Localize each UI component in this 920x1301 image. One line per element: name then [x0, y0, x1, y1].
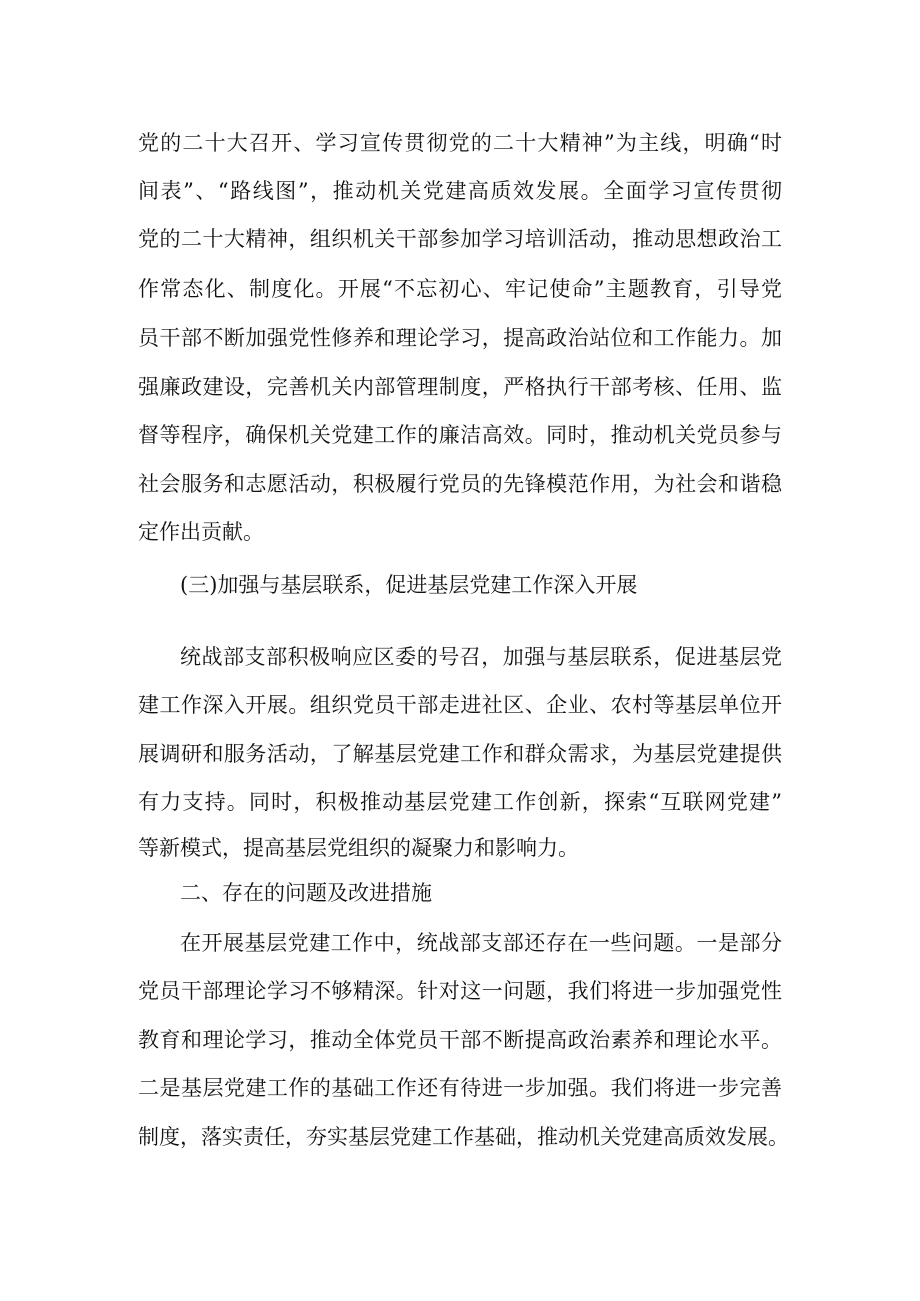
- paragraph-line: 有力支持。同时，积极推动基层党建工作创新，探索“互联网党建”: [138, 790, 782, 814]
- paragraph-line: 教育和理论学习，推动全体党员干部不断提高政治素养和理论水平。: [138, 1028, 782, 1052]
- paragraph-line: 二是基层党建工作的基础工作还有待进一步加强。我们将进一步完善: [138, 1076, 782, 1100]
- paragraph-line: 员干部不断加强党性修养和理论学习，提高政治站位和工作能力。加: [138, 326, 782, 350]
- paragraph-line: 间表”、“路线图”，推动机关党建高质效发展。全面学习宣传贯彻: [138, 179, 782, 203]
- section-3-heading: (三)加强与基层联系，促进基层党建工作深入开展: [180, 573, 638, 597]
- paragraph-line: 社会服务和志愿活动，积极履行党员的先锋模范作用，为社会和谐稳: [138, 472, 782, 496]
- paragraph-line: 作常态化、制度化。开展“不忘初心、牢记使命”主题教育，引导党: [138, 277, 782, 301]
- paragraph-line: 统战部支部积极响应区委的号召，加强与基层联系，促进基层党: [180, 645, 782, 669]
- paragraph-line: 强廉政建设，完善机关内部管理制度，严格执行干部考核、任用、监: [138, 375, 782, 399]
- paragraph-line: 等新模式，提高基层党组织的凝聚力和影响力。: [138, 836, 579, 860]
- paragraph-line: 党的二十大精神，组织机关干部参加学习培训活动，推动思想政治工: [138, 227, 782, 251]
- paragraph-line: 党的二十大召开、学习宣传贯彻党的二十大精神”为主线，明确“时: [138, 131, 782, 155]
- paragraph-line: 定作出贡献。: [138, 520, 264, 544]
- paragraph-line: 党员干部理论学习不够精深。针对这一问题，我们将进一步加强党性: [138, 979, 782, 1003]
- paragraph-line: 展调研和服务活动，了解基层党建工作和群众需求，为基层党建提供: [138, 742, 782, 766]
- paragraph-line: 建工作深入开展。组织党员干部走进社区、企业、农村等基层单位开: [138, 693, 782, 717]
- section-2-heading: 二、存在的问题及改进措施: [180, 881, 432, 905]
- paragraph-line: 督等程序，确保机关党建工作的廉洁高效。同时，推动机关党员参与: [138, 423, 782, 447]
- paragraph-line: 在开展基层党建工作中，统战部支部还存在一些问题。一是部分: [180, 931, 782, 955]
- paragraph-line: 制度，落实责任，夯实基层党建工作基础，推动机关党建高质效发展。: [138, 1125, 789, 1149]
